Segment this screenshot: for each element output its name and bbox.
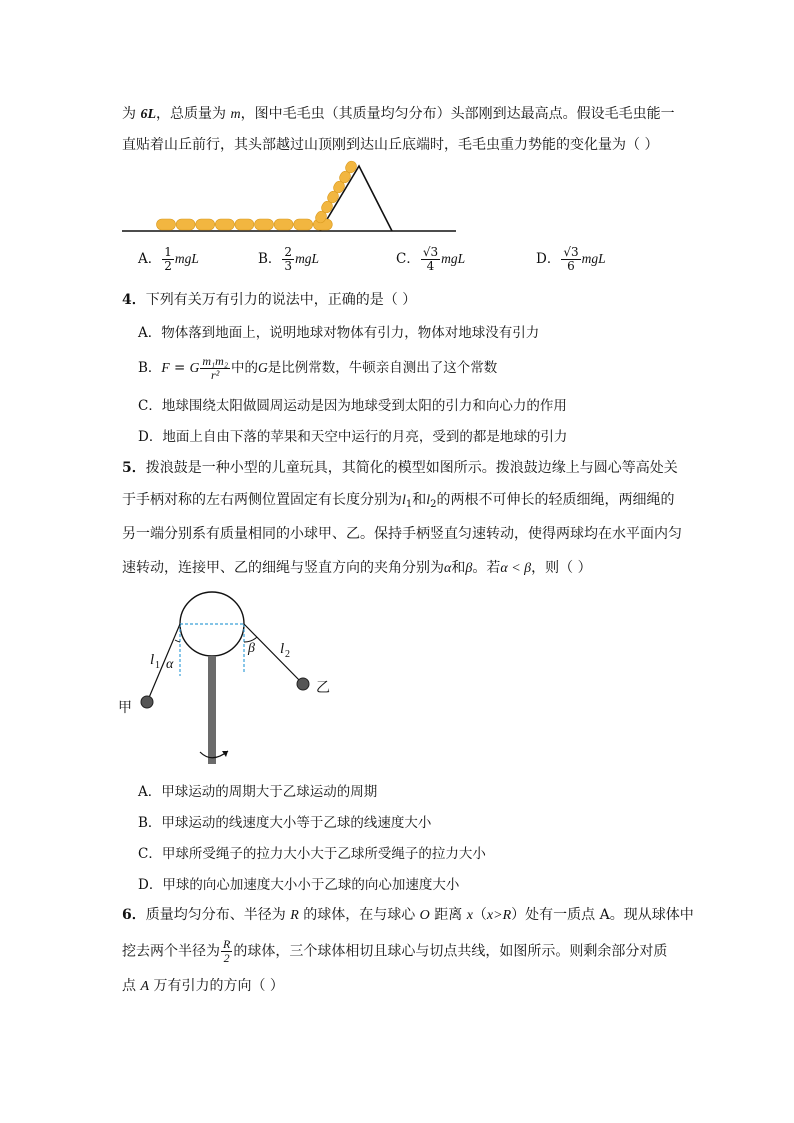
q5-option-c[interactable]: C．甲球所受绳子的拉力大小大于乙球所受绳子的拉力大小 [138,846,486,862]
q5-stem-line1: 5．拨浪鼓是一种小型的儿童玩具，其简化的模型如图所示。拨浪鼓边缘上与圆心等高处关 [122,460,678,476]
caterpillar-hill-figure [120,160,460,236]
q4-option-d[interactable]: D．地面上自由下落的苹果和天空中运行的月亮，受到的都是地球的引力 [138,429,568,445]
handle [208,656,216,764]
q6-stem-line1: 6．质量均匀分布、半径为 R 的球体，在与球心 O 距离 x（x>R）处有一质点 A。现从球体中 [122,907,694,923]
q3-option-d[interactable]: D． $\frac{√3}{6}$ mgL [536,245,606,273]
label-jia: 甲 [118,700,132,716]
q5-stem-line4: 速转动，连接甲、乙的细绳与竖直方向的夹角分别为α和β。若α < β，则（ ） [122,560,592,576]
label-l1-sub: 1 [155,660,160,671]
q3-stem-line2: 直贴着山丘前行，其头部越过山顶刚到达山丘底端时，毛毛虫重力势能的变化量为（ ） [122,137,659,153]
q5-option-d[interactable]: D．甲球的向心加速度大小小于乙球的向心加速度大小 [138,877,460,893]
q3-option-b[interactable]: B． $\frac{2}{3}$ mgL [258,245,320,273]
q5-option-b[interactable]: B．甲球运动的线速度大小等于乙球的线速度大小 [138,815,432,831]
caterpillar-segment [294,219,313,230]
alpha-arc [175,640,180,642]
q3-stem-line1: 为 6L，总质量为 m，图中毛毛虫（其质量均匀分布）头部刚到达最高点。假设毛毛虫能一 [122,106,675,122]
q3-option-c[interactable]: C． $\frac{√3}{4}$ mgL [396,245,466,273]
q5-option-a[interactable]: A．甲球运动的周期大于乙球运动的周期 [138,784,378,800]
caterpillar-segment [274,219,293,230]
label-alpha: α [166,657,174,672]
q4-option-b[interactable]: B．F = G $\frac{\text{m₁m₂}}{\text{r²}}$ 中的G是比例常数，牛顿亲自测出了这个常数 [138,354,498,382]
q3-option-a[interactable]: A． $\frac{1}{2}$ mgL [138,245,199,273]
q6-stem-line2: 挖去两个半径为 $\frac{R}{2}$ 的球体，三个球体相切且球心与切点共线，如图所示。则剩余部分对质 [122,937,668,965]
ball-jia [141,696,153,708]
caterpillar-segment [255,219,274,230]
caterpillar-segment [215,219,234,230]
caterpillar-segment [196,219,215,230]
q4-option-a[interactable]: A．物体落到地面上，说明地球对物体有引力，物体对地球没有引力 [138,325,540,341]
label-l1: l [150,652,155,668]
caterpillar-segment [157,219,176,230]
caterpillar [157,160,359,230]
label-beta: β [248,641,255,656]
q5-stem-line2: 于手柄对称的左右两侧位置固定有长度分别为$l_1$和$l_2$的两根不可伸长的轻质细绳，两细绳的 [122,492,675,510]
label-l2: l [280,641,285,657]
ball-yi [297,678,309,690]
q4-stem: 4．下列有关万有引力的说法中，正确的是（ ） [122,292,417,308]
rattle-drum-figure [112,588,342,768]
q6-stem-line3: 点 A 万有引力的方向（ ） [122,978,284,994]
caterpillar-segment [235,219,254,230]
q5-stem-line3: 另一端分别系有质量相同的小球甲、乙。保持手柄竖直匀速转动，使得两球均在水平面内匀 [122,526,682,542]
label-l2-sub: 2 [285,649,290,660]
caterpillar-segment [176,219,195,230]
q4-option-c[interactable]: C．地球围绕太阳做圆周运动是因为地球受到太阳的引力和向心力的作用 [138,398,567,414]
label-yi: 乙 [316,680,330,696]
